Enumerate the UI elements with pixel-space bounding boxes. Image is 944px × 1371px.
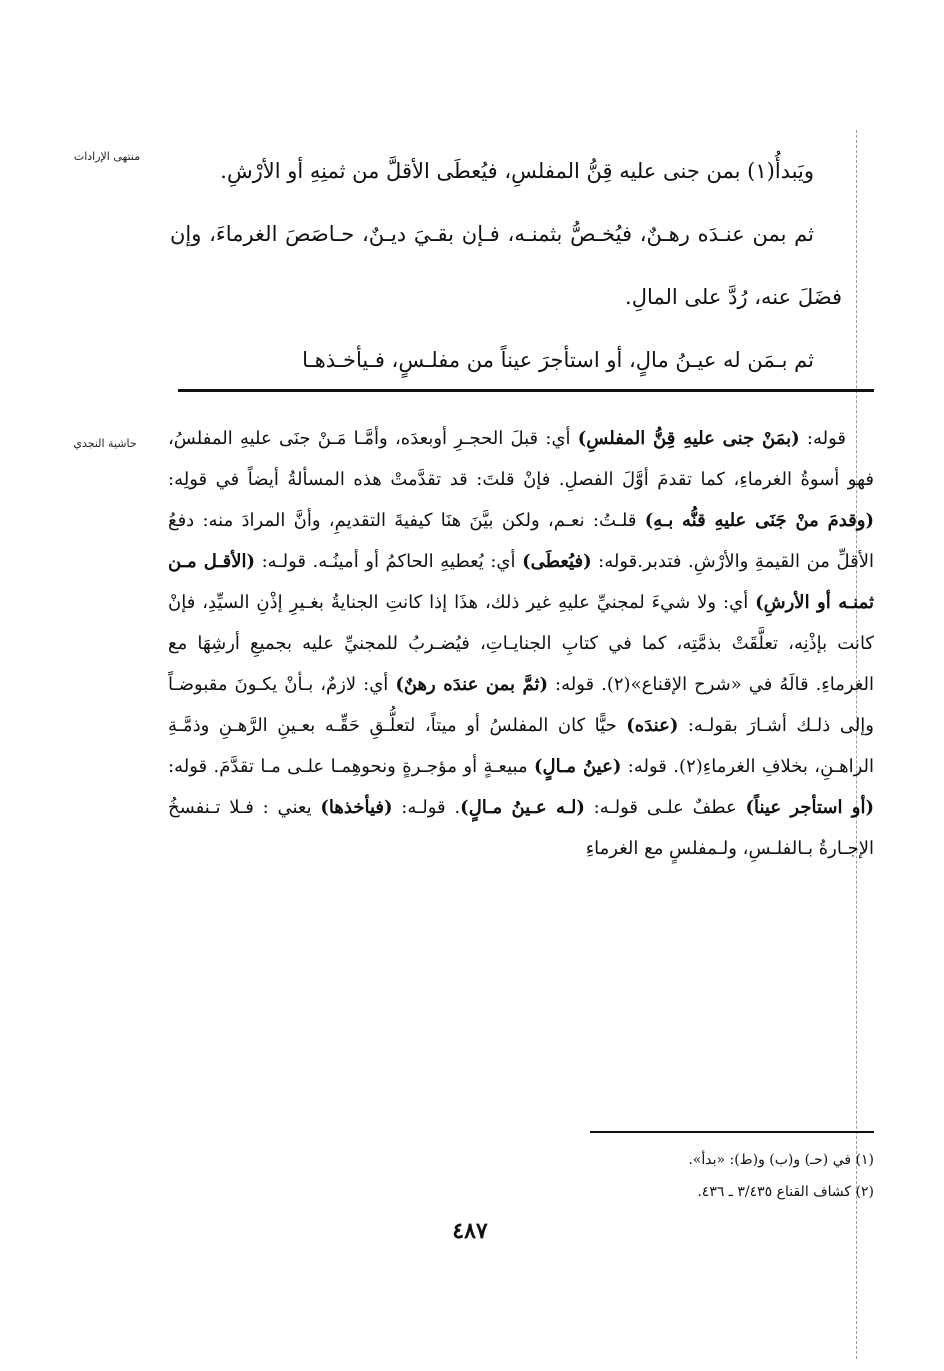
quoted-phrase: (فيُعطَى) — [522, 551, 592, 572]
section-divider — [178, 389, 874, 392]
side-label-main: منتهى الإرادات — [73, 150, 141, 163]
commentary-segment: عطفٌ علـى قولـه: — [584, 797, 746, 818]
commentary-text — [168, 418, 874, 869]
commentary-segment: يعني : فـلا تـنفسخُ الإجـارةُ بـالفلـسِ، ولـمفلسٍ مع الغرماءِ — [168, 797, 874, 859]
quoted-phrase: (الأقـل مـن ثمنـه أو الأرشِ) — [168, 551, 874, 613]
commentary-segment: أي: قبلَ الحجـرِ أوبعدَه، وأمَّـا مَـنْ جنَى عليهِ المفلسُ، فهو أسوةُ الغرماءِ، كما تقدمَ أوَّلَ الفصلِ. فإنْ قلتَ: قد تقدَّمتْ هذه المسألةُ أيضاً في قولِه: — [168, 428, 874, 490]
quoted-phrase: (لـه عـينُ مـالٍ) — [460, 797, 585, 818]
commentary-segment: قلـتُ: نعـم، ولكن بيَّنَ هنَا كيفيةَ التقديمِ، وأنَّ المرادَ منه: دفعُ الأقلِّ من القيمةِ والأرْشِ. فتدبر.قوله: — [168, 510, 874, 572]
main-paragraph-3: ثم بـمَن له عيـنُ مالٍ، أو استأجرَ عيناً من مفلـسٍ، فـيأخـذهـا — [302, 348, 814, 372]
commentary-segment: . قولـه: — [392, 797, 461, 818]
commentary-paragraph — [168, 418, 874, 869]
main-paragraph-2: ثم بمن عنـدَه رهـنٌ، فيُخـصُّ بثمنـه، فـإن بقـيَ ديـنٌ، حـاصَصَ الغرماءَ، وإن فضَلَ عنه، رُدَّ على المالِ. — [170, 222, 842, 309]
commentary-segment: أي: لازمٌ، بـأنْ يكـونَ مقبوضـاً وإلى ذلـك أشـارَ بقولـه: — [168, 674, 874, 736]
footnote-2: (٢) كشاف القناع ٣/٤٣٥ ـ ٤٣٦. — [697, 1184, 874, 1200]
quoted-phrase: (عندَه) — [626, 715, 679, 736]
quoted-phrase: (ثمَّ بمن عندَه رهنٌ) — [395, 674, 549, 695]
quoted-phrase: (بمَنْ جنى عليهِ قِنُّ المفلسِ) — [577, 428, 800, 449]
commentary-segment: مبيعـةٍ أو مؤجـرةٍ ونحوهِمـا علـى مـا تقدَّمَ. قوله: — [168, 756, 535, 777]
main-paragraph-1: ويَبدأُ(١) بمن جنى عليه قِنُّ المفلسِ، فيُعطَى الأقلَّ من ثمنِهِ أو الأرْشِ. — [220, 159, 814, 183]
quoted-phrase: (وقدمَ منْ جَنَى عليهِ قنُّه بـهِ) — [644, 510, 874, 531]
quoted-phrase: (أو استأجر عيناً) — [745, 797, 874, 818]
side-label-commentary: حاشية النجدي — [73, 437, 137, 450]
quoted-phrase: (فيأخذها) — [320, 797, 393, 818]
commentary-segment: أي: ولا شيءَ لمجنيِّ عليهِ غير ذلك، هذَا إذا كانتِ الجنايةُ بغـيرِ إذْنِ السيِّدِ، فإنْ كانت بإذْنِه، تعلَّقَتْ بذمَّتِه، كما في كتابِ الجنايـاتِ، فيُضـربُ للمجنيِّ عليه بجميعِ أرشِهَا مع الغرماءِ. قالَهُ في «شرح الإقناع»(٢). قوله: — [168, 592, 874, 695]
commentary-segment: قوله: — [799, 428, 846, 449]
page-number: ٤٨٧ — [452, 1218, 488, 1244]
quoted-phrase: (عينُ مـالٍ) — [534, 756, 622, 777]
commentary-segment: حيًّا كان المفلسُ أو ميتاً، لتعلُّـقِ حَقِّـه بعـينِ الرَّهـنِ وذمَّـةِ الراهـنِ، بخلافِ الغرماءِ(٢). قوله: — [168, 715, 875, 777]
footnote-divider — [590, 1131, 874, 1133]
main-text — [170, 140, 842, 392]
commentary-segment: أي: يُعطيهِ الحاكمُ أو أمينُـه. قولـه: — [255, 551, 523, 572]
footnote-1: (١) في (حـ) و(ب) و(ط): «بدأ». — [688, 1152, 874, 1168]
footnotes — [400, 1144, 874, 1208]
